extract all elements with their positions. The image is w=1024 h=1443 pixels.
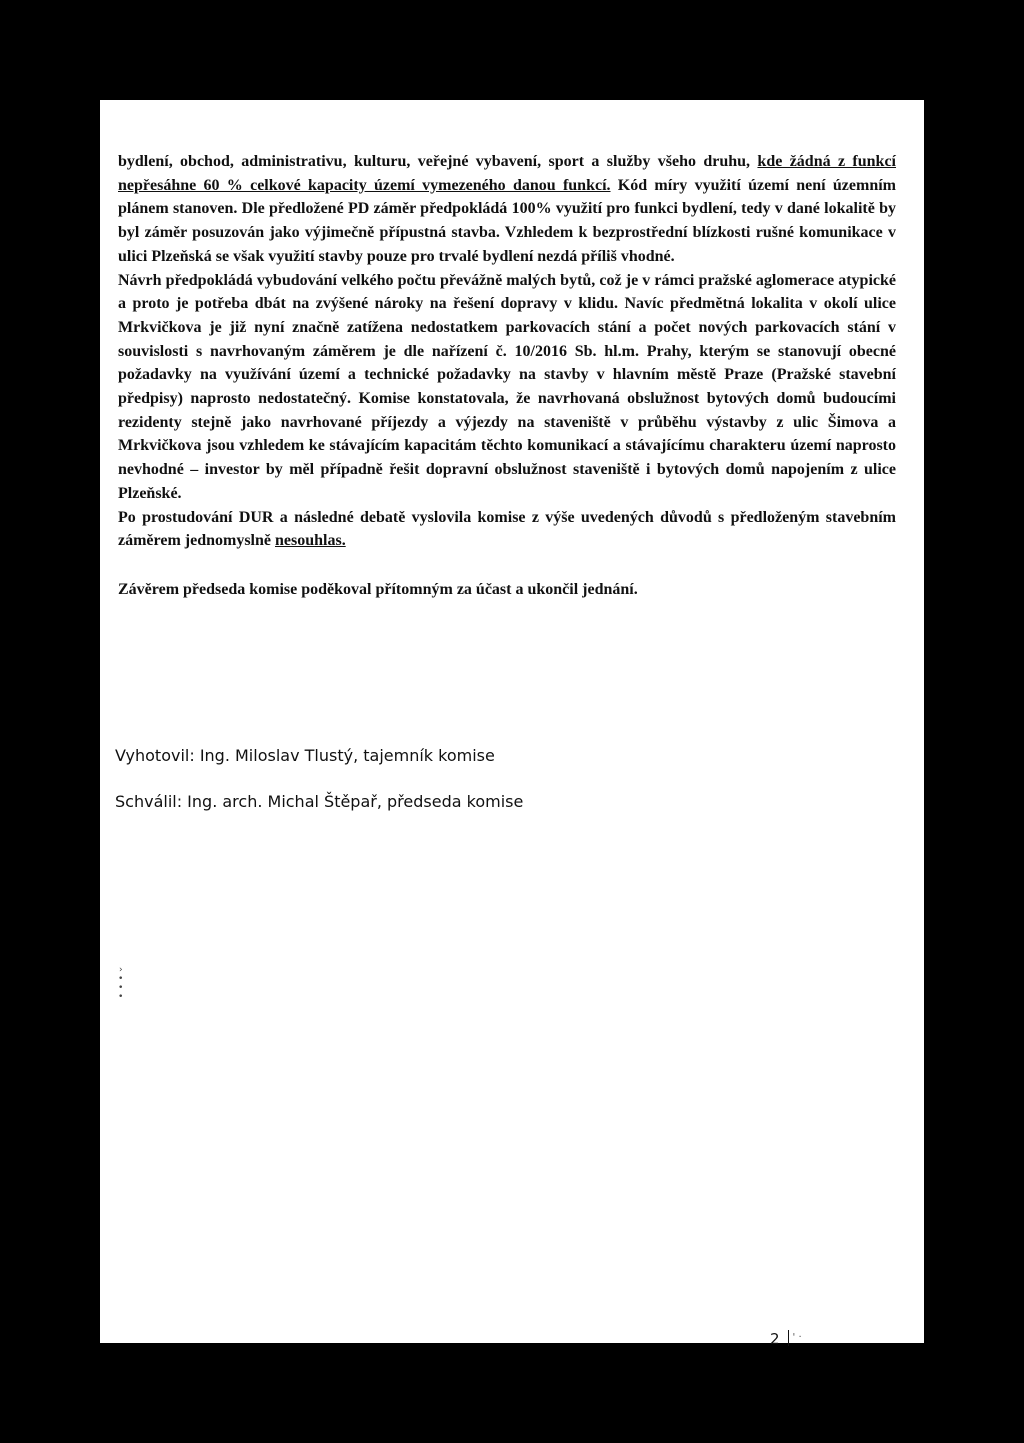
text-segment: Po prostudování DUR a následné debatě vyslovila komise z výše uvedených důvodů s předloženým stavebním záměrem jednomyslně (118, 508, 896, 550)
paragraph-zoning (118, 150, 896, 269)
underlined-condition: kde žádná z funkcí nepřesáhne 60 % celkové kapacity území vymezeného danou funkcí. (118, 153, 897, 194)
document-page (100, 100, 924, 1348)
document-body (118, 150, 896, 602)
paragraph-traffic (118, 269, 896, 506)
text-segment: bydlení, obchod, administrativu, kulturu, veřejné vybavení, sport a služby všeho druhu, (118, 153, 758, 170)
paragraph-decision (118, 506, 896, 553)
page-number (770, 1330, 802, 1348)
closing-sentence: Závěrem předseda komise poděkoval přítomným za účast a ukončil jednání. (118, 580, 638, 598)
scan-artifact-icon: › • • • (118, 965, 124, 1002)
spacer (118, 553, 896, 578)
scan-dot-icon: ' · (792, 1332, 802, 1343)
page-number-divider (788, 1330, 789, 1346)
text-segment: Návrh předpokládá vybudování velkého počtu převážně malých bytů, což je v rámci pražské aglomerace atypické a proto je potřeba dbát na zvýšené nároky na řešení dopravy v klidu. Navíc předmětná lokalita v okolí ulice Mrkvičkova je již nyní značně zatížena nedostatkem parkovacích stání a počet nových parkovacích stání v souvislosti s navrhovaným záměrem je dle nařízení č. 10/2016 Sb. hl.m. Prahy, kterým se stanovují obecné požadavky na využívání území a technické požadavky na stavby v hlavním městě Praze (Pražské stavební předpisy) naprosto nedostatečný. Komise konstatovala, že navrhovaná obslužnost bytových domů budoucími rezidenty stejně jako navrhované příjezdy a výjezdy na staveniště v průběhu výstavby z ulic Šimova a Mrkvičkova jsou vzhledem ke stávajícím kapacitám těchto komunikací a stávajícímu charakteru území naprosto nevhodné – investor by měl případně řešit dopravní obslužnost staveniště i bytových domů napojením z ulice Plzeňské. (118, 271, 896, 502)
approved-by: Schválil: Ing. arch. Michal Štěpař, předseda komise (115, 792, 524, 811)
decision-word: nesouhlas. (275, 532, 346, 550)
page-number-value: 2 (770, 1330, 780, 1348)
text-segment: Kód míry využití území není územním plánem stanoven. Dle předložené PD záměr předpokládá 100% využití pro funkci bydlení, tedy v dané lokalitě by byl záměr posuzován jako výjimečně přípustná stavba. Vzhledem k bezprostřední blízkosti rušné komunikace v ulici Plzeňská se však využití stavby pouze pro trvalé bydlení nezdá příliš vhodné. (118, 176, 896, 265)
prepared-by: Vyhotovil: Ing. Miloslav Tlustý, tajemník komise (115, 746, 495, 765)
